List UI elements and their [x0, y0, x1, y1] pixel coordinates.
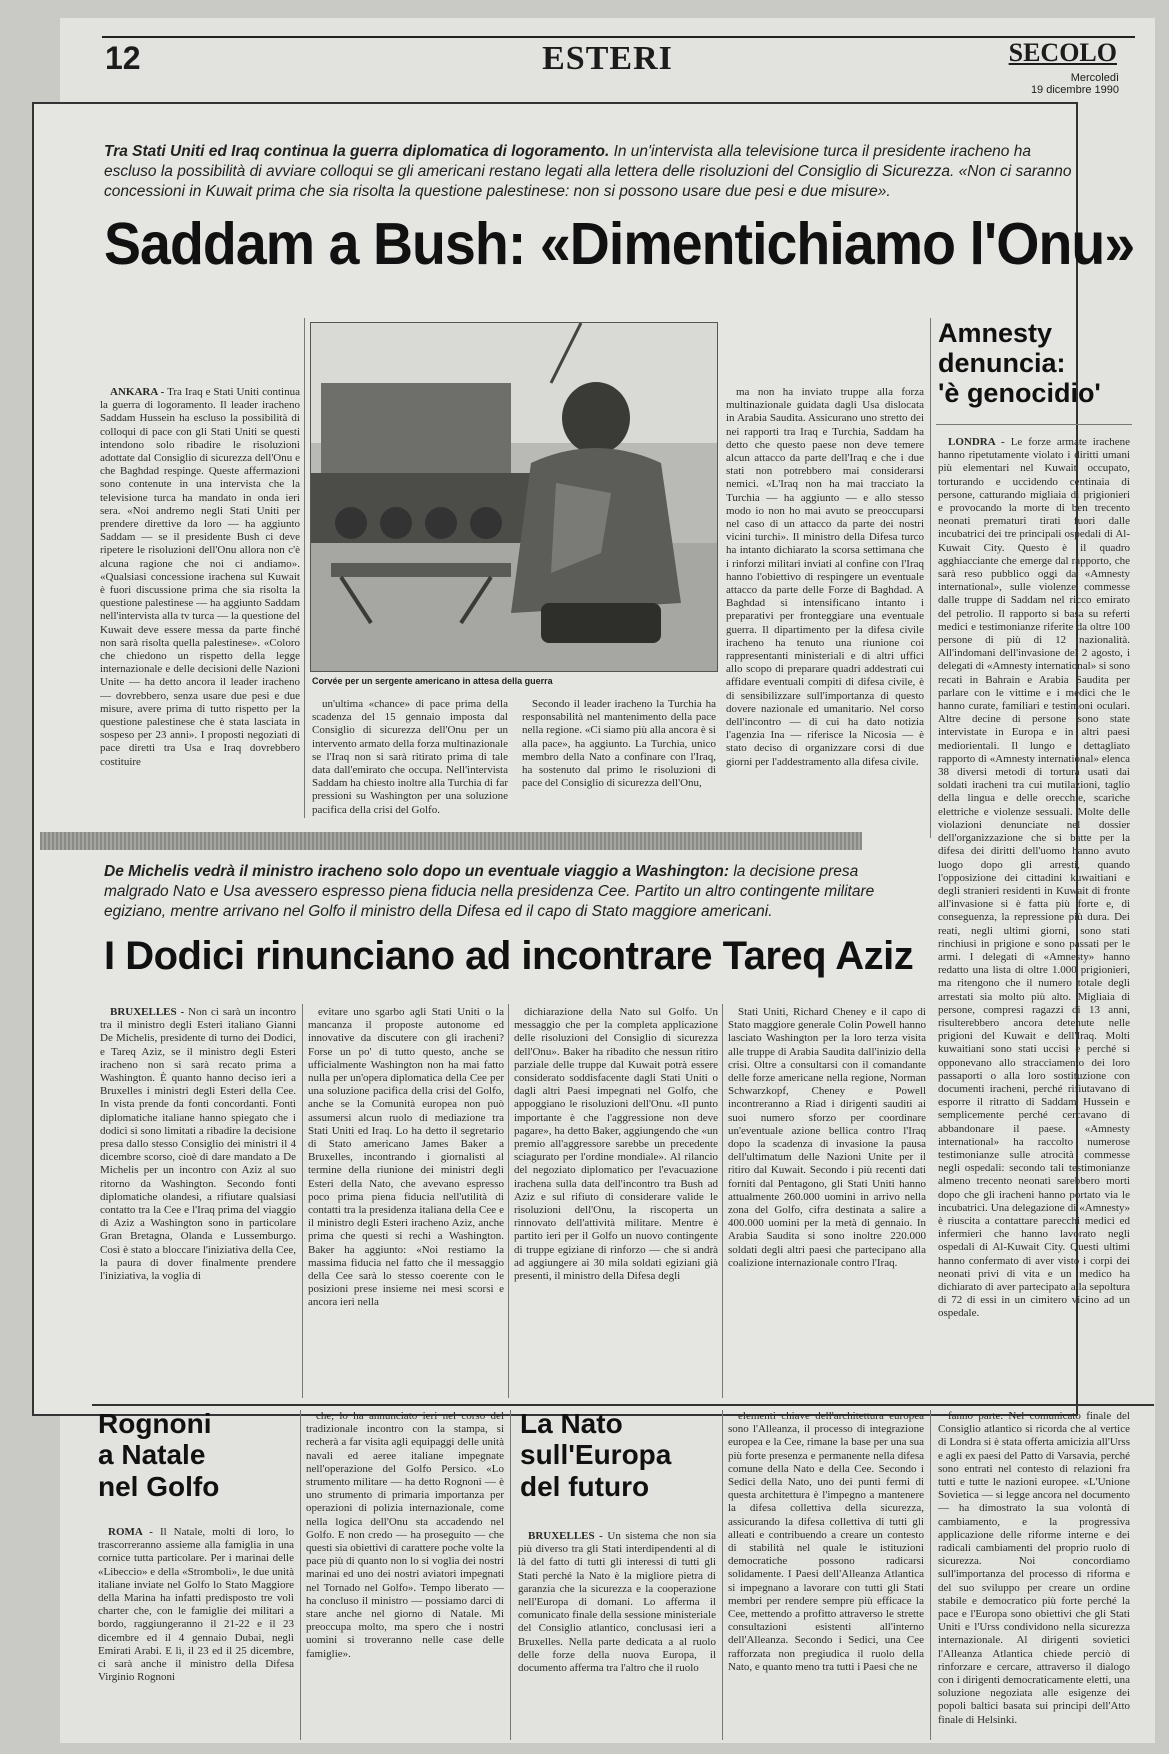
story1-col4-text: ma non ha inviato truppe alla forza multinazionale guidata dagli Usa dislocata in Arabia Saudita. Assicurano uno stretto dei nei rapporti tra Iraq e Turchia, Saddam ha detto che questo paese non deve temere alcun attacco da parte dell'Iraq e che i due stati non potrebbero mai considerarsi nemici. «L'Iraq non ha mai tracciato la Turchia — ha aggiunto — e allo stesso modo io non ho mai avuto se preoccuparsi nel caso di un attacco da parte dei nostri vicini turchi». Il ministro della Difesa turco ha intanto dichiarato la scorsa settimana che i rinforzi militari inviati al confine con l'Iraq hanno l'obiettivo di respingere un eventuale attacco da parte delle Forze di Baghdad. A Baghdad si intensificano intanto i preparativi per fronteggiare una eventuale guerra. Il dipartimento per la difesa civile iracheno ha tenuto una riunione coi rappresentanti ministeriali e di altri uffici allo scopo di preparare quadri addestrati cui affidare eventuali compiti di difesa civile, è di sensibilizzare sull'importanza di questo dovere nazionale ed umanitario. Nel corso dell'incontro — di cui ha dato notizia l'agenzia Ina — riferisce la Nicosia — è stato deciso di organizzare corsi di due giorni per l'addestramento alla difesa civile. — [726, 386, 924, 768]
story1-kicker-lead: Tra Stati Uniti ed Iraq continua la guerra diplomatica di logoramento. — [104, 143, 610, 160]
rognoni-column-2 — [306, 1410, 504, 1740]
rognoni-column-1 — [98, 1526, 294, 1740]
story1-column-3 — [522, 698, 716, 818]
story2-column-3 — [514, 1006, 718, 1398]
column-divider — [722, 1410, 723, 1740]
column-divider — [930, 318, 931, 838]
rognoni-title-line1: Rognoni — [98, 1408, 212, 1439]
column-divider — [302, 1004, 303, 1398]
issue-weekday: Mercoledì — [1070, 72, 1119, 84]
nato-title-line3: del futuro — [520, 1470, 650, 1502]
story1-kicker — [104, 142, 1084, 202]
story2-dateline: BRUXELLES - — [110, 1006, 185, 1018]
story1-col2-text: un'ultima «chance» di pace prima della scadenza del 15 gennaio imposta dal Consiglio di sicurezza dell'Onu per un intervento armato della forza multinazionale se l'Iraq non si sarà ritirato prima di tale data dall'emirato che occupa. Nell'intervista Saddam ha chiesto inoltre alla Turchia di far pressioni su Washington per una soluzione pacifica della crisi del Golfo. — [312, 698, 508, 816]
newspaper-logo: SECOLO — [1008, 38, 1117, 67]
story2-kicker — [104, 862, 904, 922]
story1-column-2 — [312, 698, 508, 818]
story2-col3-text: dichiarazione della Nato sul Golfo. Un messaggio che per la completa applicazione delle risoluzioni del Consiglio di sicurezza dell'Onu». Baker ha ribadito che nessun ritiro parziale delle truppe dal Kuwait potrà essere considerato soddisfacente dagli Stati Uniti o dagli altri Paesi impegnati nel Golfo, che appoggiano le risoluzioni dell'Onu. «Il punto importante è che l'aggressione non deve pagare», ha detto Baker, aggiungendo che «un premio all'aggressore sarebbe un precedente sciagurato per l'ordine mondiale». Al rilancio del negoziato diplomatico per l'evacuazione irachena sulla data dell'incontro tra Bush ad Aziz e sul rifiuto di considerare valide le risoluzioni dell'Onu, la riscoperta un rinnovato dell'attività militare. Mentre è partito ieri per il Golfo un nuovo contingente di truppe egiziane di rinforzo — che si andrà ad aggiungere ai 30 mila soldati egiziani già presenti, il ministro della Difesa degli — [514, 1006, 718, 1283]
column-divider — [510, 1410, 511, 1740]
nato-title-line2: sull'Europa — [520, 1439, 672, 1471]
photo-caption: Corvée per un sergente americano in attesa della guerra — [312, 676, 553, 686]
rognoni-col2-text: che, lo ha annunciato ieri nel corso del tradizionale incontro con la stampa, si recherà a far visita agli equipaggi delle unità navali ed aeree italiane impegnate nell'operazione del Golfo Persico. «Lo strumento militare — ha detto Rognoni — è uno strumento di primaria importanza per operazioni di polizia internazionale, come nella logica dell'Onu sta accadendo nel Golfo. E non credo — ha proseguito — che questi sia obiettivi di carattere poche volte la pace più di quanto non lo si voglia dei nostri marinai ed uno dei nostri aviatori impegnati nel Tornado nel Golfo». Tempo liberato — ha concluso il ministro — possiamo darci di stare anche nel giorno di Natale. Mi preoccupa molto, ma spero che i nostri uomini si troveranno nelle case delle famiglie». — [306, 1410, 504, 1660]
nato-column-1 — [518, 1530, 716, 1740]
column-divider — [722, 1004, 723, 1398]
masthead-rule — [102, 36, 1135, 38]
rognoni-title-line2: a Natale — [98, 1439, 206, 1471]
story2-column-1 — [100, 1006, 296, 1398]
issue-date: 19 dicembre 1990 — [1030, 84, 1119, 96]
amnesty-title — [938, 318, 1101, 409]
amnesty-title-line2: denuncia: — [938, 348, 1066, 379]
amnesty-title-line1: Amnesty — [938, 318, 1053, 348]
story2-kicker-text: la decisione presa malgrado Nato e Usa avessero espresso piena fiducia nella presidenza Cee. Partito un altro contingente militare egiziano, mentre arrivano nel Golfo il ministro della Difesa ed il capo di Stato maggiore americani. — [104, 863, 875, 920]
nato-col3-text: fanno parte. Nel comunicato finale del Consiglio atlantico si ricorda che al vertice di Londra si è stata offerta amicizia all'Urss e agli ex paesi del Patto di Varsavia, perché sono entrati nel contesto di relazioni fra tutti e tutte le nazioni europee. «L'Unione Sovietica — si legge ancora nel documento — ha dimostrato la sua volontà di cambiamento, e la progressiva applicazione delle riforme interne e dei radicali cambiamenti del proprio ruolo di sicurezza. Noi concordiamo sull'importanza del processo di riforma e del suo sviluppo per creare un ordine stabile e democratico più forte perché la pace e l'Europa sono obiettivi che gli Stati Uniti e l'Urss condividono nella sicurezza internazionale. Al dirigenti sovietici l'Alleanza Atlantica chiede perciò di rinforzare e cercare, attraverso il dialogo con i dirigenti democraticamente eletti, una soluzione negoziata alle esigenze dei popoli baltici basata sui principi dell'Atto finale di Helsinki. — [938, 1410, 1130, 1726]
story1-col3-text: Secondo il leader iracheno la Turchia ha responsabilità nel mantenimento della pace nella regione. «Ci siamo più alla ancora è si alla pace», ha aggiunto. La Turchia, unico membro della Nato a confinare con l'Iraq, ha sostenuto dal primo le risoluzioni di pace del Consiglio di sicurezza dell'Onu, — [522, 698, 716, 790]
nato-dateline: BRUXELLES - — [528, 1530, 603, 1542]
nato-col1-text: Un sistema che non sia più diverso tra gli Stati interdipendenti al di là del fatto di tutti gli interessi di tutti gli Stati perché la Nato è la migliore pietra di garanzia che la sicurezza e la cooperazione nell'Europa di domani. Lo afferma il comunicato finale della sessione ministeriale del Consiglio atlantico, conclusasi ieri a Bruxelles. Nella parte dedicata a al ruolo delle forze della nuova Europa, il documento afferma tra l'altro che il ruolo — [518, 1530, 716, 1675]
separator-band — [40, 832, 862, 850]
story1-headline: Saddam a Bush: «Dimentichiamo l'Onu» — [104, 211, 1135, 277]
amnesty-title-rule — [936, 424, 1132, 425]
story1-dateline: ANKARA - — [110, 386, 165, 398]
story2-column-2 — [308, 1006, 504, 1398]
page-number: 12 — [105, 40, 141, 76]
rognoni-dateline: ROMA - — [108, 1526, 153, 1538]
section-title: ESTERI — [542, 40, 673, 77]
amnesty-column — [938, 436, 1130, 1398]
story2-col2-text: evitare uno sgarbo agli Stati Uniti o la mancanza il proposte autonome ed innovative da discutere con gli iracheni? Forse un po' di tutto questo, anche se ufficialmente Washington non ha mai fatto nulla per un'opera diplomatica della Cee per una soluzione pacifica della crisi del Golfo, anche se la Comunità europea non può assumersi alcun ruolo di mediazione tra Stati Uniti ed Iraq. Lo ha detto il segretario di Stato americano James Baker a Bruxelles, incontrando i giornalisti al termine della riunione dei ministri degli Esteri della Nato, che avevano espresso poco prima piena fiducia nell'utilità di contatti tra la presidenza italiana della Cee e il ministro degli Esteri iracheno Aziz, anche prima che questi si rechi a Washington. Baker ha aggiunto: «Noi restiamo la massima fiducia nel fatto che il messaggio della Cee sarà lo stesso coerente con le posizioni prese insieme nei mesi scorsi e ancora ieri nella — [308, 1006, 504, 1309]
rognoni-title — [98, 1408, 219, 1502]
column-divider — [300, 1410, 301, 1740]
column-divider — [304, 318, 305, 818]
story2-headline: I Dodici rinunciano ad incontrare Tareq Aziz — [104, 934, 914, 978]
story2-kicker-lead: De Michelis vedrà il ministro iracheno solo dopo un eventuale viaggio a Washington: — [104, 863, 729, 880]
rognoni-title-line3: nel Golfo — [98, 1470, 220, 1502]
story1-col1-text: Tra Iraq e Stati Uniti continua la guerra di logoramento. Il leader iracheno Saddam Hussein ha escluso la possibilità di colloqui di pace con gli Stati Uniti se questi intendono solo ribadire le risoluzioni adottate dal Consiglio di sicurezza dell'Onu e che Baghdad respinge. Queste affermazioni sono contenute in una intervista che la televisione turca ha mandato in onda ieri sera. «Noi andremo negli Stati Uniti per prendere direttive da loro — ha aggiunto Saddam — se il presidente Bush ci deve ripetere le risoluzioni dell'Onu allora non c'è alcuna ragione che noi ci andiamo». «Qualsiasi concessione irachena sul Kuwait è fuori discussione prima che sia risolta la questione palestinese — ha aggiunto Saddam nell'intervista alla tv turca — la questione del Kuwait deve essere messa da parte finché non sarà risolta quella palestinese». «Coloro che chiedono un rispetto della legge internazionale e delle decisioni delle Nazioni Unite — ha detto ancora il leader iracheno — dovrebbero, senza usare due pesi e due misure, avere prima di tutto rispetto per la questione palestinese che è stata lasciata in sospeso per 23 anni». I proposti negoziati di pace diretti tra Usa e Iraq dovrebbero costituire — [100, 386, 300, 768]
amnesty-title-line3: 'è genocidio' — [938, 378, 1101, 409]
column-divider — [930, 1410, 931, 1740]
soldier-photo — [310, 322, 718, 672]
story2-column-4 — [728, 1006, 926, 1398]
nato-title — [520, 1408, 671, 1502]
story1-kicker-text: In un'intervista alla televisione turca il presidente iracheno ha escluso la possibilità di avviare colloqui se gli americani restano legati alla lettera delle risoluzioni del Consiglio di Sicurezza. «Non ci saranno concessioni in Kuwait prima che sia risolta la questione palestinese: non si possono usare due pesi e due misure». — [104, 143, 1072, 200]
photo-image — [311, 323, 717, 671]
nato-title-line1: La Nato — [520, 1408, 623, 1439]
nato-column-2 — [728, 1410, 924, 1740]
story2-col1-text: Non ci sarà un incontro tra il ministro degli Esteri italiano Gianni De Michelis, presidente di turno dei Dodici, e Tareq Aziz, se il ministro degli Esteri iracheno non si sarà recato prima a Washington. È quanto hanno deciso ieri a Bruxelles i ministri degli Esteri della Cee. In vista prende da fonti concordanti. Fonti diplomatiche italiane hanno spiegato che i dodici si sono limitati a ribadire la decisione presa dallo stesso Consiglio dei ministri il 4 dicembre scorso, cioè di dare mandato a De Michelis per un incontro con Aziz al suo ritorno da Washington. Secondo fonti diplomatiche olandesi, a rifiutare qualsiasi contatto tra la Cee e l'Iraq prima del viaggio di Aziz a Washington sono in particolare Gran Bretagna, Olanda e Lussemburgo. Così è stato a bloccare l'iniziativa della Cee, la paura di dover finalmente prendere l'iniziativa, la voglia di — [100, 1006, 296, 1283]
amnesty-body: Le forze armate irachene hanno ripetutamente violato i diritti umani più elementari nel Kuwait occupato, torturando e uccidendo centinaia di persone, catturando migliaia di prigionieri e provocando la morte di ben trecento neonati prematuri tirati fuori dalle incubatrici dei tre principali ospedali di Al-Kuwait City. Questo è il quadro agghiacciante che emerge dal rapporto, che sarà reso pubblico oggi da «Amnesty international», sulle violenze commesse dalle truppe di Saddam nel ricco emirato del petrolio. Il rapporto si basa su referti medici e testimonianze riferite da oltre 100 persone di più di 12 nazionalità. All'indomani dell'invasione del 2 agosto, i delegati di «Amnesty international» si sono recati in Bahrain e Arabia Saudita per parlare con le vittime e i medici che le hanno curate, familiari e testimoni oculari. Altre decine di persone sono state intervistate in Europa e in altri paesi mediorientali. Il lungo e dettagliato rapporto di «Amnesty international» elenca 38 diversi metodi di tortura usati dai soldati iracheni tra cui mutilazioni, taglio della lingua e delle orecchie, scariche elettriche e violenze sessuali. Molte delle violazioni denunciate nel dossier dell'organizzazione che si batte per la difesa dei diritti dell'uomo hanno avuto luogo dopo gli arresti, quando l'opposizione dei cittadini kuwaitiani e degli stranieri residenti in Kuwait di fronte all'invasione si è fatta più forte e, di conseguenza, la repressione più dura. Dei reati, negli ultimi giorni, sono stati rinchiusi in prigione e sono passati per le armi. I delegati di «Amnesty» hanno redatto una lista di oltre 1.000 prigionieri, ma ritengono che il numero totale degli arrestati sia molto più alto. Migliaia di persone, compresi ragazzi di 13 anni, risulterebbero ancora detenute nelle prigioni del Kuwait e dell'Iraq. Molti kuwaitiani sono stati uccisi e perché si opponevano allo stracciamento dei loro passaporti o alla loro sostituzione con documenti iracheni, perché rifiutavano di esporre il ritratto di Saddam Hussein e semplicemente perché cercavano di abbandonare il paese. «Amnesty international» ha raccolto numerose testimonianze sulle atrocità commesse negli ospedali: secondo tali testimonianze almeno trecento neonati sarebbero morti dopo che gli iracheni hanno portato via le incubatrici. Una delegazione di «Amnesty» è riuscita a contattare parecchi medici ed infermieri che hanno lavorato negli ospedali di Al-Kuwait City. Questi ultimi hanno confermato di aver visto i corpi dei neonati privi di vita e un medico ha dichiarato di aver partecipato alla sepoltura di 72 di essi in un cimitero vicino ad un ospedale. — [938, 436, 1130, 1320]
nato-col2-text: elementi chiave dell'architettura europea sono l'Alleanza, il processo di integrazione europea e la Cee, rimane la base per una sua più forte presenza e permanente nella difesa comune della Nato e della Cee. Secondo i Sedici della Nato, uno dei punti fermi di questa architettura è l'impegno a mantenere la difesa collettiva della sicurezza, assicurando la difesa collettiva di tutti gli alleati e contribuendo a creare un contesto di stabilità nel quale le istituzioni democratiche possono radicarsi solidamente. I Paesi dell'Alleanza Atlantica si impegnano a lavorare con tutti gli Stati membri per rendere sempre più efficace la Cee, mettendo a profitto attraverso le strette consultazioni esistenti all'interno dell'Alleanza. Secondo i Sedici, una Cee rafforzata non pregiudica il ruolo della Nato, e quanto meno tra tutti i Paesi che ne — [728, 1410, 924, 1673]
nato-column-3 — [938, 1410, 1130, 1740]
column-divider — [508, 1004, 509, 1398]
story2-col4-text: Stati Uniti, Richard Cheney e il capo di Stato maggiore generale Colin Powell hanno lasciato Washington per la loro terza visita alle truppe di Arabia Saudita dall'inizio della crisi. Oltre a consultarsi con il comandante delle forze americane nella regione, Norman Schwarzkopf, Cheney e Powell incontreranno a Riad i dirigenti sauditi ai suoi numero sforzo per coordinare un'eventuale azione bellica contro l'Iraq dopo la scadenza di invasione la pausa dell'ultimatum delle Nazioni Unite per il ritiro dal Kuwait. Secondo i più recenti dati forniti dal Pentagono, gli Stati Uniti hanno attualmente 260.000 uomini in arrivo nella zona del Golfo, cifra destinata a salire a 400.000 uomini per la metà di gennaio. In Arabia Saudita si sono inoltre 220.000 soldati degli altri paesi che partecipano alla coalizione internazionale contro l'Iraq. — [728, 1006, 926, 1269]
amnesty-dateline: LONDRA - — [948, 436, 1005, 448]
story1-column-1 — [100, 386, 300, 818]
story1-column-4 — [726, 386, 924, 818]
rognoni-col1-text: Il Natale, molti di loro, lo trascorreranno assieme alla famiglia in una cornice tutta particolare. Per i marinai delle «Libeccio» e della «Stromboli», le due unità italiane inviate nel Golfo lo Stato Maggiore della Marina ha infatti predisposto tre voli charter che, con le famiglie dei militari a bordo, raggiungeranno il 21-22 e il 23 dicembre ed il 4 gennaio Dubai, negli Emirati Arabi. E lì, il 23 ed il 25 dicembre, ci sarà anche il ministro della Difesa Virginio Rognoni — [98, 1526, 294, 1684]
